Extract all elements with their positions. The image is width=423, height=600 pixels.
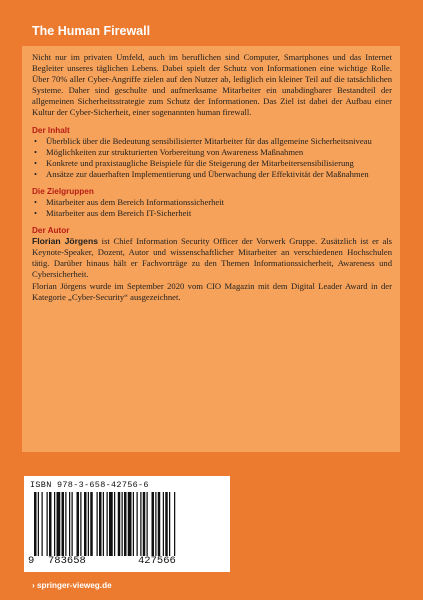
isbn-label: ISBN 978-3-658-42756-6 (30, 480, 149, 490)
section-heading-inhalt: Der Inhalt (32, 125, 70, 135)
list-item (32, 169, 392, 180)
zielgruppen-list (32, 197, 392, 219)
section-heading-autor: Der Autor (32, 226, 70, 236)
bullet-icon: • (34, 157, 38, 168)
list-item-text: Ansätze zur dauerhaften Implementierung und Überwachung der Effektivität der Maßnahmen (46, 168, 369, 179)
list-item (32, 147, 392, 158)
barcode-icon (34, 492, 220, 556)
barcode-digit-prefix: 9 (28, 555, 35, 567)
inhalt-list (32, 136, 392, 180)
back-cover-text (32, 52, 392, 303)
barcode-box (24, 476, 230, 572)
list-item (32, 158, 392, 169)
list-item (32, 197, 392, 208)
bullet-icon: • (34, 135, 38, 146)
section-heading-zielgruppen: Die Zielgruppen (32, 186, 94, 196)
barcode-digit-group-1: 783658 (48, 555, 86, 567)
author-award: Florian Jörgens wurde im September 2020 vom CIO Magazin mit dem Digital Leader Award in der Kategorie „Cyber-Security“ ausgezeichnet. (32, 280, 392, 302)
list-item-text: Möglichkeiten zur strukturierten Vorbereitung von Awareness Maßnahmen (46, 146, 304, 157)
list-item (32, 208, 392, 219)
book-title: The Human Firewall (32, 24, 151, 38)
list-item-text: Konkrete und praxistaugliche Beispiele für die Steigerung der Mitarbeitersensibilisierung (46, 157, 354, 168)
bullet-icon: • (34, 208, 38, 219)
list-item (32, 136, 392, 147)
list-item-text: Mitarbeiter aus dem Bereich Informationssicherheit (46, 196, 225, 207)
list-item-text: Mitarbeiter aus dem Bereich IT-Sicherheit (46, 208, 192, 219)
list-item-text: Überblick über die Bedeutung sensibilisierter Mitarbeiter für das allgemeine Sicherheitsniveau (46, 135, 372, 146)
publisher-website-link[interactable]: › springer-vieweg.de (32, 581, 112, 590)
author-name: Florian Jörgens (32, 236, 98, 247)
bullet-icon: • (34, 196, 38, 207)
author-bio (32, 236, 392, 280)
barcode-digit-group-2: 427566 (138, 555, 176, 567)
author-bio-text: ist Chief Information Security Officer der Vorwerk Gruppe. Zusätzlich ist er als Keynote-Speaker, Dozent, Autor und wissenschaftlicher Mitarbeiter an verschiedenen Hochschulen tätig. Darüber hinaus hält er Fachvorträge zu den Themen Informationssicherheit, Awareness und Cybersicherheit. (32, 236, 392, 280)
bullet-icon: • (34, 146, 38, 157)
intro-paragraph: Nicht nur im privaten Umfeld, auch im beruflichen sind Computer, Smartphones und das Internet Begleiter unseres täglichen Lebens. Dabei spielt der Schutz von Informationen eine wichtige Rolle. Über 70% aller Cyber-Angriffe zielen auf den Nutzer ab, lediglich ein kleiner Teil auf die tatsächlichen Systeme. Daher sind geschulte und aufmerksame Mitarbeiter ein unabdingbarer Bestandteil der allgemeinen Sicherheitsstrategie zum Schutz der Informationen. Das Ziel ist dabei der Aufbau einer Kultur der Cyber-Sicherheit, einer sogenannten human firewall. (32, 52, 392, 118)
bullet-icon: • (34, 168, 38, 179)
